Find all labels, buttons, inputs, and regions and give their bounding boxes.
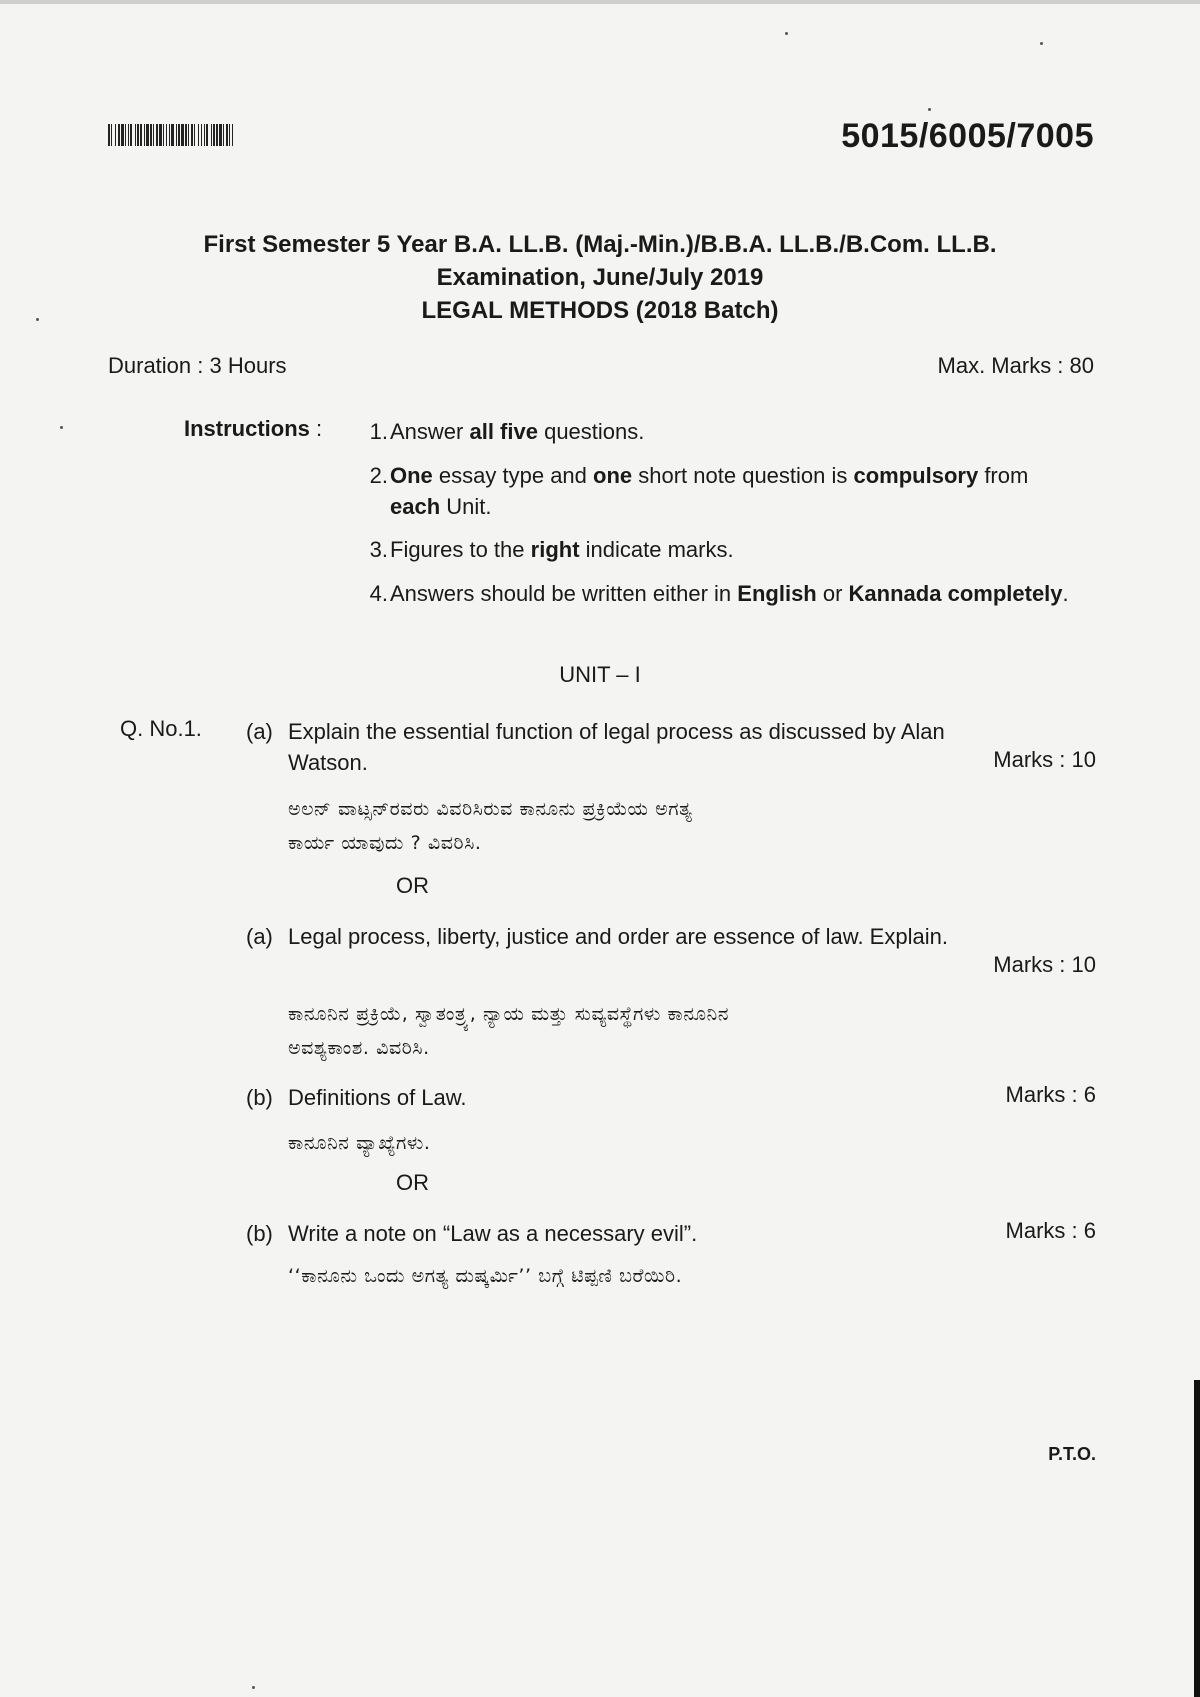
exam-title-line-1: First Semester 5 Year B.A. LL.B. (Maj.-Min.)/B.B.A. LL.B./B.Com. LL.B. [203, 231, 997, 258]
scan-speck [1040, 42, 1043, 45]
barcode-image [108, 124, 423, 146]
or-separator: OR [396, 1170, 429, 1195]
paper-code: 5015/6005/7005 [841, 117, 1094, 155]
part-kannada-line: ‘‘ಕಾನೂನು ಒಂದು ಅಗತ್ಯ ದುಷ್ಕರ್ಮಿ’’ ಬಗ್ಗೆ ಟಿಪ್ಪಣಿ ಬರೆಯಿರಿ. [288, 1265, 683, 1287]
instructions-label: Instructions [184, 416, 310, 441]
instruction-number: 1. [369, 419, 388, 444]
part-kannada-line: ಅಲನ್ ವಾಟ್ಸನ್‌ರವರು ವಿವರಿಸಿರುವ ಕಾನೂನು ಪ್ರಕ್ರಿಯೆಯ ಅಗತ್ಯ [288, 798, 693, 820]
instruction-number: 4. [369, 581, 388, 606]
part-letter: (a) [246, 924, 273, 949]
part-letter: (b) [246, 1221, 273, 1246]
max-marks-label: Max. Marks : 80 [937, 353, 1094, 378]
part-english-text: Write a note on “Law as a necessary evil”. [288, 1221, 698, 1246]
scan-speck [60, 426, 63, 429]
instruction-text: Figures to the right indicate marks. [390, 537, 734, 562]
part-english-text: Definitions of Law. [288, 1085, 467, 1110]
instructions-separator: : [309, 416, 323, 441]
exam-title-line-2: Examination, June/July 2019 [436, 264, 764, 291]
part-letter: (b) [246, 1085, 273, 1110]
unit-heading: UNIT – I [559, 662, 641, 687]
instruction-number: 2. [369, 463, 388, 488]
question-number: Q. No.1. [120, 716, 202, 741]
part-marks: Marks : 10 [993, 747, 1096, 772]
scan-top-edge [0, 0, 1200, 4]
barcode-bar [233, 124, 236, 146]
instructions-heading [184, 416, 322, 442]
instruction-number: 3. [369, 537, 388, 562]
part-kannada-line: ಅವಶ್ಯಕಾಂಶ. ವಿವರಿಸಿ. [288, 1037, 430, 1059]
barcode-bleed-through [108, 152, 423, 172]
part-marks: Marks : 6 [1005, 1218, 1096, 1243]
instruction-text: Answer all five questions. [390, 419, 645, 444]
part-marks: Marks : 6 [1005, 1082, 1096, 1107]
exam-subject-title: LEGAL METHODS (2018 Batch) [421, 297, 779, 324]
part-letter: (a) [246, 719, 273, 744]
page-turn-over-note: P.T.O. [1048, 1444, 1096, 1464]
part-marks: Marks : 10 [993, 952, 1096, 977]
part-kannada-line: ಕಾನೂನಿನ ಪ್ರಕ್ರಿಯೆ, ಸ್ವಾತಂತ್ರ್ಯ, ನ್ಯಾಯ ಮತ್ತು ಸುವ್ಯವಸ್ಥೆಗಳು ಕಾನೂನಿನ [288, 1003, 729, 1025]
part-kannada-line: ಕಾನೂನಿನ ವ್ಯಾಖ್ಯೆಗಳು. [288, 1132, 431, 1154]
duration-label: Duration : 3 Hours [108, 353, 287, 378]
part-kannada-line: ಕಾರ್ಯ ಯಾವುದು ? ವಿವರಿಸಿ. [288, 832, 482, 854]
scan-speck [252, 1686, 255, 1689]
scan-speck [785, 32, 788, 35]
instruction-text: One essay type and one short note question is compulsory from each Unit. [390, 463, 1029, 519]
part-english-text: Explain the essential function of legal process as discussed by Alan Watson. [288, 719, 945, 775]
instruction-text: Answers should be written either in English or Kannada completely. [390, 581, 1069, 606]
or-separator: OR [396, 873, 429, 898]
part-english-text: Legal process, liberty, justice and order are essence of law. Explain. [288, 924, 948, 949]
scan-speck [928, 108, 931, 111]
scan-speck [36, 318, 39, 321]
scan-right-edge [1194, 1380, 1200, 1697]
